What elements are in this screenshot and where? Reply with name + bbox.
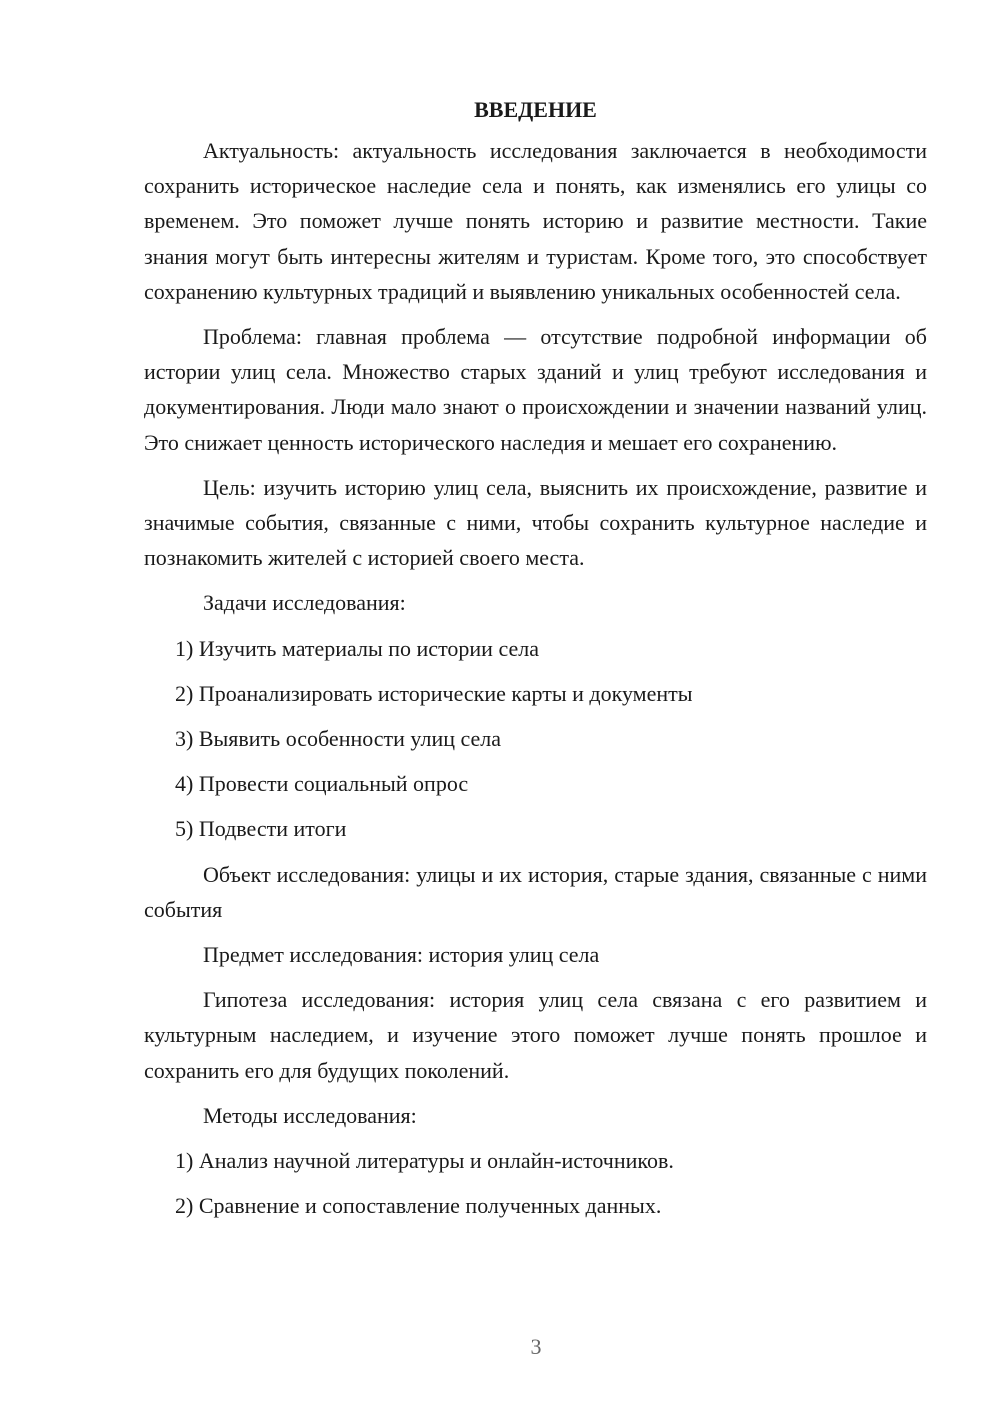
problem-paragraph: Проблема: главная проблема — отсутствие подробной информации об истории улиц села. Множество старых зданий и улиц требуют исследования и документирования. Люди мало знают о происхождении и значении названий улиц. Это снижает ценность исторического наследия и мешает его сохранению.: [144, 324, 927, 455]
list-item: 4) Провести социальный опрос: [175, 771, 469, 797]
relevance-paragraph: Актуальность: актуальность исследования заключается в необходимости сохранить историческое наследие села и понять, как изменялись его улицы со временем. Это поможет лучше понять историю и развитие местности. Такие знания могут быть интересны жителям и туристам. Кроме того, это способствует сохранению культурных традиций и выявлению уникальных особенностей села.: [144, 138, 927, 304]
methods-list: [144, 1143, 927, 1223]
tasks-heading: Задачи исследования:: [203, 590, 406, 616]
list-item: 2) Сравнение и сопоставление полученных данных.: [175, 1193, 662, 1219]
list-item: 1) Анализ научной литературы и онлайн-источников.: [175, 1148, 674, 1174]
hypothesis-paragraph: Гипотеза исследования: история улиц села связана с его развитием и культурным наследием, и изучение этого поможет лучше понять прошлое и сохранить его для будущих поколений.: [144, 987, 927, 1083]
goal-paragraph: Цель: изучить историю улиц села, выяснить их происхождение, развитие и значимые события, связанные с ними, чтобы сохранить культурное наследие и познакомить жителей с историей своего места.: [144, 474, 927, 571]
page-title: ВВЕДЕНИЕ: [474, 97, 597, 122]
list-item: 3) Выявить особенности улиц села: [175, 726, 502, 752]
page-number: 3: [530, 1334, 542, 1359]
methods-heading: Методы исследования:: [203, 1102, 417, 1128]
list-item: 1) Изучить материалы по истории села: [175, 635, 539, 661]
list-item: 2) Проанализировать исторические карты и документы: [175, 680, 693, 706]
object-paragraph: Объект исследования: улицы и их история, старые здания, связанные с ними события: [144, 861, 927, 922]
tasks-list: [144, 631, 927, 847]
subject-paragraph: Предмет исследования: история улиц села: [203, 942, 600, 968]
document-page: [144, 95, 927, 1233]
list-item: 5) Подвести итоги: [175, 816, 347, 842]
